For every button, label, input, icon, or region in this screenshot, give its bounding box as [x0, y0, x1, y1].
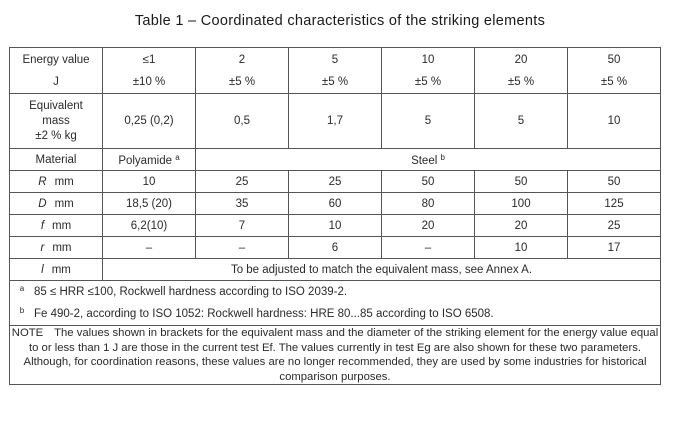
- value-cell: 10: [475, 237, 568, 259]
- value-cell: 10: [103, 171, 196, 193]
- energy-value: 10: [421, 53, 435, 66]
- value-cell: 20: [475, 215, 568, 237]
- footnotes-row: [10, 281, 661, 326]
- equivalent-mass-row: [10, 94, 661, 149]
- footnote-ref-a: a: [175, 152, 180, 162]
- note-text: The values shown in brackets for the equivalent mass and the diameter of the striking element for the energy value equal to or less than 1 J are those in the current test Ef. The values currently in test Eg are also shown for these two parameters. Although, for coordination reasons, these values are no longer recommended, they are used by some industries for historical comparison purposes.: [23, 327, 659, 383]
- energy-tolerance: ±5 %: [414, 75, 442, 88]
- footnote-text: 85 ≤ HRR ≤100, Rockwell hardness according to ISO 2039-2.: [34, 286, 348, 298]
- footnote-text: Fe 490-2, according to ISO 1052: Rockwell hardness: HRE 80...85 according to ISO 6508.: [34, 308, 494, 320]
- value-cell: 25: [196, 171, 289, 193]
- row-symbol: R: [38, 175, 47, 188]
- material-label: Material: [10, 149, 103, 171]
- mass-cell: 10: [568, 94, 661, 149]
- energy-col-1: [103, 48, 196, 94]
- value-cell: 60: [289, 193, 382, 215]
- energy-tolerance: ±5 %: [321, 75, 349, 88]
- row-symbol: f: [40, 219, 45, 232]
- energy-tolerance: ±5 %: [600, 75, 628, 88]
- value-cell: 80: [382, 193, 475, 215]
- footnote-mark: a: [19, 284, 25, 293]
- mass-label-line: Equivalent: [29, 99, 83, 112]
- value-cell: 25: [289, 171, 382, 193]
- mass-cell: 1,7: [289, 94, 382, 149]
- value-cell: 50: [568, 171, 661, 193]
- value-cell: –: [196, 237, 289, 259]
- l-row: [10, 259, 661, 281]
- value-cell: 100: [475, 193, 568, 215]
- l-row-text: To be adjusted to match the equivalent mass, see Annex A.: [103, 259, 661, 281]
- mass-label-line: ±2 % kg: [35, 129, 77, 142]
- note-row: [10, 326, 661, 385]
- footnote-mark: b: [19, 306, 25, 315]
- energy-col-4: [382, 48, 475, 94]
- mass-label-line: mass: [42, 114, 70, 127]
- energy-value: ≤1: [142, 53, 156, 66]
- energy-unit: J: [53, 75, 59, 88]
- row-label: [10, 171, 103, 193]
- energy-tolerance: ±10 %: [132, 75, 166, 88]
- value-cell: 18,5 (20): [103, 193, 196, 215]
- characteristics-table: [9, 47, 661, 385]
- value-cell: 10: [289, 215, 382, 237]
- value-cell: 35: [196, 193, 289, 215]
- value-cell: 6: [289, 237, 382, 259]
- energy-header-row: [10, 48, 661, 94]
- energy-value: 5: [331, 53, 339, 66]
- row-unit: mm: [52, 241, 72, 254]
- note-keyword: NOTE: [11, 327, 44, 339]
- footnote-a: [10, 281, 660, 303]
- value-cell: 17: [568, 237, 661, 259]
- energy-value: 50: [607, 53, 621, 66]
- row-label: [10, 193, 103, 215]
- table-title: Table 1 – Coordinated characteristics of the striking elements: [134, 13, 546, 29]
- row-symbol: r: [40, 241, 45, 254]
- mass-cell: 0,25 (0,2): [103, 94, 196, 149]
- footnote-ref-b: b: [440, 152, 445, 162]
- mass-cell: 5: [475, 94, 568, 149]
- row-symbol: D: [38, 197, 47, 210]
- row-unit: mm: [52, 219, 72, 232]
- footnotes-cell: [10, 281, 661, 326]
- material-steel: [196, 149, 661, 171]
- polyamide-text: Polyamide: [118, 154, 173, 167]
- radius-R-row: [10, 171, 661, 193]
- value-cell: 50: [475, 171, 568, 193]
- energy-col-6: [568, 48, 661, 94]
- energy-col-5: [475, 48, 568, 94]
- energy-value: 2: [238, 53, 246, 66]
- footnote-b: [10, 303, 660, 325]
- energy-label-cell: [10, 48, 103, 94]
- energy-label: Energy value: [22, 53, 90, 66]
- row-symbol: l: [41, 263, 44, 276]
- material-row: [10, 149, 661, 171]
- row-unit: mm: [54, 197, 74, 210]
- value-cell: –: [103, 237, 196, 259]
- value-cell: 25: [568, 215, 661, 237]
- value-cell: 50: [382, 171, 475, 193]
- energy-value: 20: [514, 53, 528, 66]
- row-unit: mm: [51, 263, 71, 276]
- mass-cell: 0,5: [196, 94, 289, 149]
- note-cell: [10, 326, 661, 385]
- value-cell: 6,2(10): [103, 215, 196, 237]
- value-cell: 20: [382, 215, 475, 237]
- energy-tolerance: ±5 %: [507, 75, 535, 88]
- mass-cell: 5: [382, 94, 475, 149]
- row-label: [10, 237, 103, 259]
- f-row: [10, 215, 661, 237]
- energy-tolerance: ±5 %: [228, 75, 256, 88]
- row-label: [10, 215, 103, 237]
- energy-col-3: [289, 48, 382, 94]
- energy-col-2: [196, 48, 289, 94]
- r-row: [10, 237, 661, 259]
- diameter-D-row: [10, 193, 661, 215]
- mass-label-cell: [10, 94, 103, 149]
- value-cell: –: [382, 237, 475, 259]
- value-cell: 7: [196, 215, 289, 237]
- material-polyamide: [103, 149, 196, 171]
- value-cell: 125: [568, 193, 661, 215]
- steel-text: Steel: [411, 154, 438, 167]
- row-unit: mm: [54, 175, 74, 188]
